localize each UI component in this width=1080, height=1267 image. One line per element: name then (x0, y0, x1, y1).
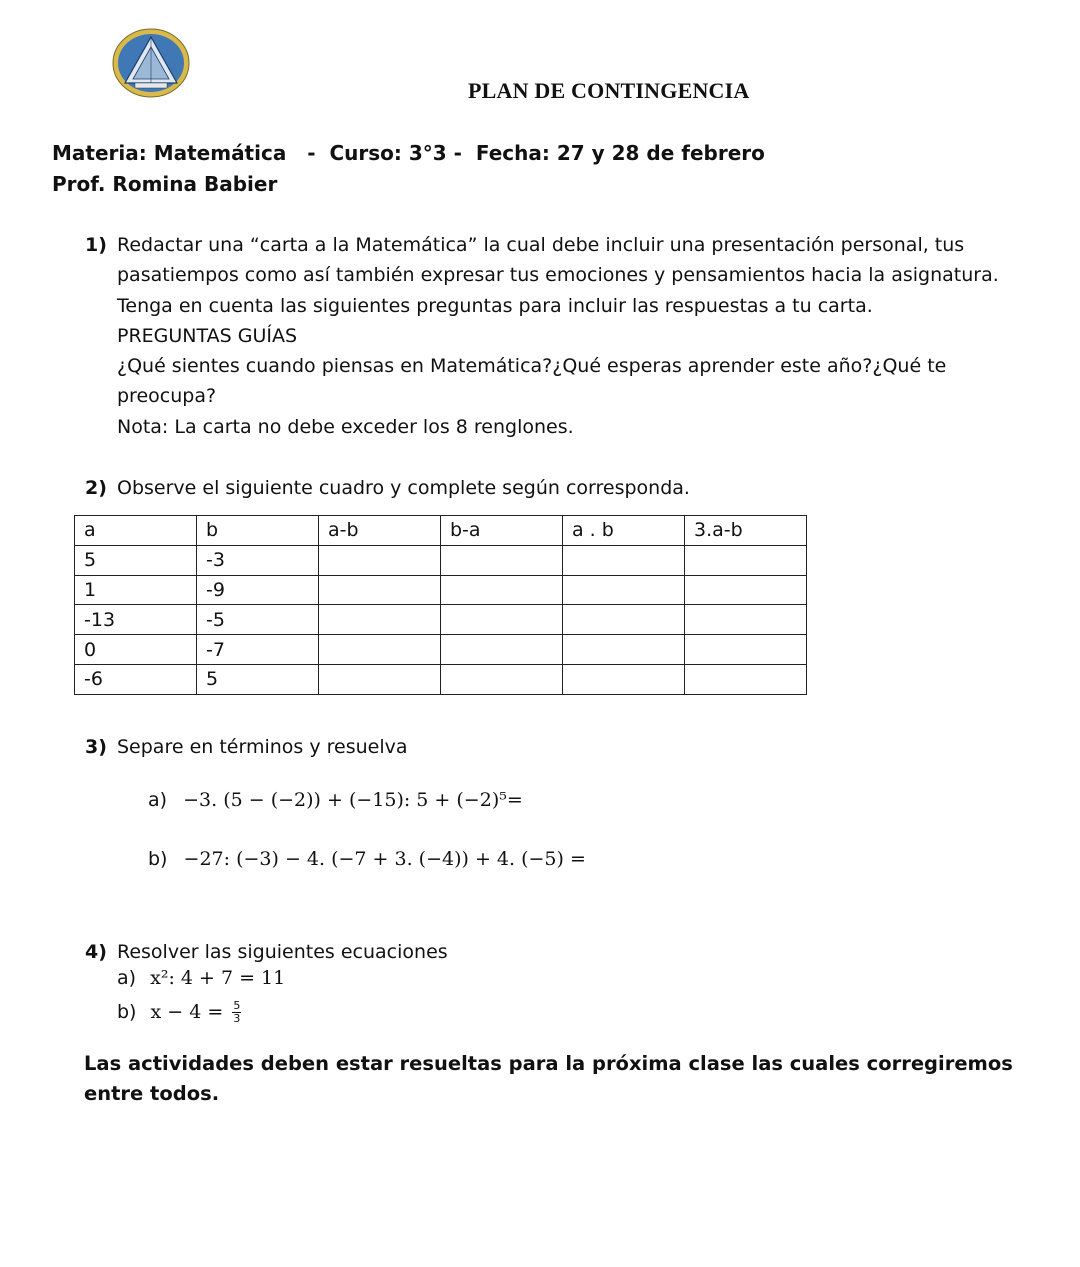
table-cell: -13 (75, 605, 197, 635)
table-cell (685, 575, 807, 605)
expression-a (148, 789, 523, 811)
q1-line: pasatiempos como así también expresar tus emociones y pensamientos hacia la asignatura. (117, 264, 999, 287)
question-1 (85, 230, 1005, 442)
table-cell (441, 545, 563, 575)
table-cell (441, 575, 563, 605)
fraction (232, 1000, 241, 1025)
table-header-cell: b (197, 516, 319, 546)
q1-line: Nota: La carta no debe exceder los 8 renglones. (117, 415, 574, 438)
table-cell: -3 (197, 545, 319, 575)
table-row (75, 545, 807, 575)
math-expression: −27: (−3) − 4. (−7 + 3. (−4)) + 4. (−5) = (183, 848, 586, 870)
question-number: 2) (85, 477, 107, 499)
table-cell (563, 575, 685, 605)
closing-note: Las actividades deben estar resueltas para la próxima clase las cuales corregiremos entre todos. (84, 1052, 1013, 1105)
q1-line: ¿Qué sientes cuando piensas en Matemática?¿Qué esperas aprender este año?¿Qué te (117, 355, 947, 378)
table-cell (563, 545, 685, 575)
table-header-cell: a-b (319, 516, 441, 546)
table-cell: -9 (197, 575, 319, 605)
q1-line: Tenga en cuenta las siguientes preguntas para incluir las respuestas a tu carta. (117, 294, 873, 317)
table-cell (319, 635, 441, 665)
fraction-numerator: 5 (233, 999, 241, 1012)
table-cell (563, 605, 685, 635)
item-label: a) (148, 789, 168, 811)
table-cell (685, 545, 807, 575)
table-cell (441, 664, 563, 694)
question-text: Observe el siguiente cuadro y complete según corresponda. (117, 477, 690, 499)
item-label: b) (117, 1001, 137, 1023)
table-cell (319, 664, 441, 694)
school-logo (111, 27, 191, 99)
table-cell: 5 (197, 664, 319, 694)
table-cell (685, 664, 807, 694)
math-expression: x²: 4 + 7 = 11 (150, 967, 286, 989)
item-label: b) (148, 848, 168, 870)
values-table (74, 515, 807, 695)
q1-line: PREGUNTAS GUÍAS (117, 324, 298, 347)
table-header-cell: 3.a-b (685, 516, 807, 546)
expression-b (148, 848, 586, 870)
table-row (75, 605, 807, 635)
q1-line: preocupa? (117, 385, 217, 408)
table-cell (563, 635, 685, 665)
fraction-denominator: 3 (233, 1012, 241, 1025)
table-cell: -6 (75, 664, 197, 694)
table-cell (441, 635, 563, 665)
math-expression: x − 4 = (150, 1001, 224, 1023)
page-title: PLAN DE CONTINGENCIA (468, 78, 750, 103)
question-2 (85, 473, 690, 503)
table-cell (319, 545, 441, 575)
table-cell: -5 (197, 605, 319, 635)
equation-a (117, 967, 285, 989)
course-info: Materia: Matemática - Curso: 3°3 - Fecha: 27 y 28 de febrero (52, 141, 765, 165)
table-row (75, 635, 807, 665)
table-header-cell: a . b (563, 516, 685, 546)
table-cell (319, 575, 441, 605)
question-text: Separe en términos y resuelva (117, 736, 408, 758)
question-number: 4) (85, 941, 107, 963)
table-header-row (75, 516, 807, 546)
table-cell (685, 605, 807, 635)
teacher-name: Prof. Romina Babier (52, 172, 278, 196)
table-header-cell: b-a (441, 516, 563, 546)
question-number: 3) (85, 736, 107, 758)
table-row (75, 575, 807, 605)
math-expression: −3. (5 − (−2)) + (−15): 5 + (−2)⁵= (183, 789, 523, 811)
table-cell (563, 664, 685, 694)
question-3 (85, 732, 408, 762)
q1-line: Redactar una “carta a la Matemática” la cual debe incluir una presentación personal, tus (117, 234, 965, 256)
question-4 (85, 937, 448, 967)
question-number: 1) (85, 234, 107, 256)
table-cell: 1 (75, 575, 197, 605)
table-cell: 0 (75, 635, 197, 665)
table-header-cell: a (75, 516, 197, 546)
table-cell (441, 605, 563, 635)
table-cell: 5 (75, 545, 197, 575)
table-cell (685, 635, 807, 665)
equation-b (117, 1000, 241, 1025)
table-row (75, 664, 807, 694)
table-cell: -7 (197, 635, 319, 665)
school-crest-icon (111, 27, 191, 99)
item-label: a) (117, 967, 137, 989)
question-text: Resolver las siguientes ecuaciones (117, 941, 448, 963)
table-cell (319, 605, 441, 635)
